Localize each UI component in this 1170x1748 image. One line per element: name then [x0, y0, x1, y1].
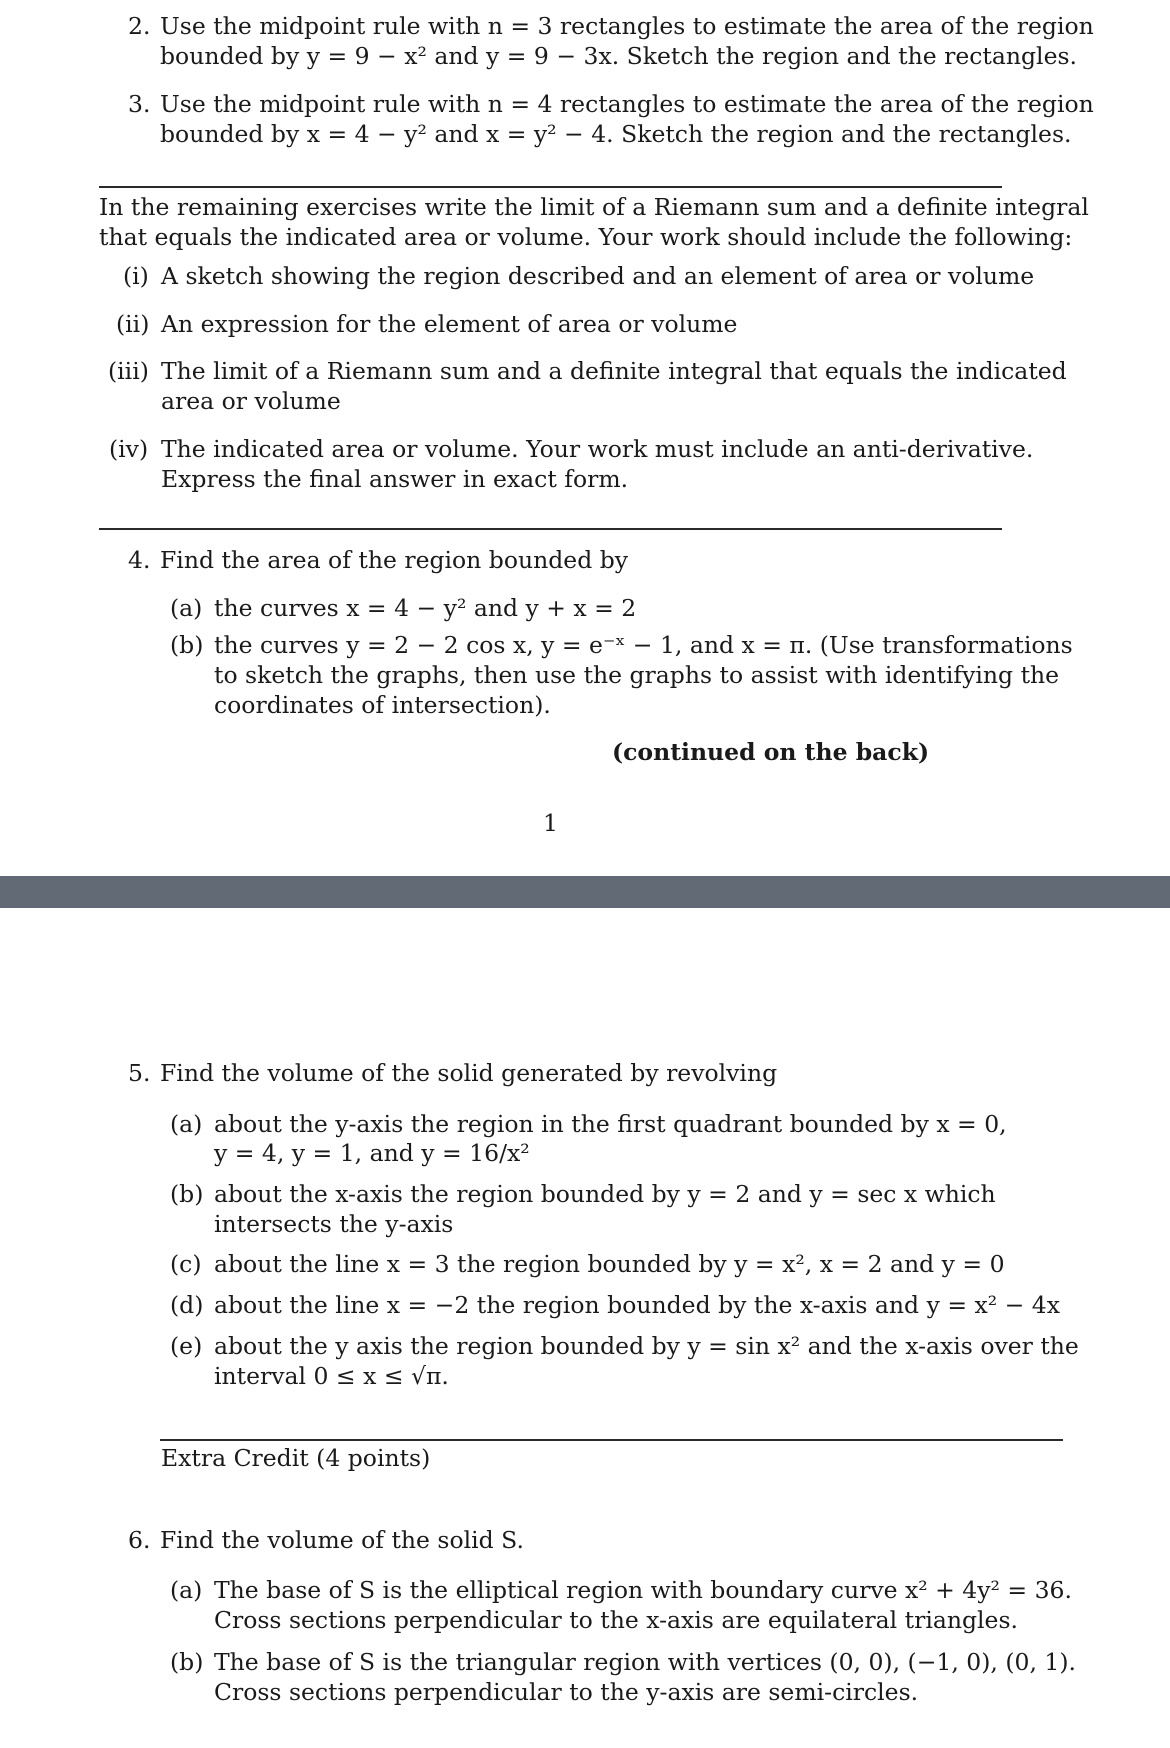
part-label: (e)	[170, 1332, 203, 1360]
part-label: (c)	[170, 1250, 202, 1278]
item-line: area or volume	[161, 387, 341, 415]
problem-number: 5.	[128, 1059, 151, 1087]
page-separator	[0, 876, 1170, 908]
part-label: (b)	[170, 1180, 204, 1208]
part-label: (a)	[170, 1576, 203, 1604]
item-line: The limit of a Riemann sum and a definite integral that equals the indicated	[161, 357, 1067, 385]
item-line: A sketch showing the region described and an element of area or volume	[161, 262, 1035, 290]
problem-number: 4.	[128, 546, 151, 574]
part-label: (a)	[170, 594, 203, 622]
item-line: The indicated area or volume. Your work must include an anti-derivative.	[161, 435, 1034, 463]
part-line: Cross sections perpendicular to the x-axis are equilateral triangles.	[214, 1606, 1018, 1634]
problem-number: 6.	[128, 1526, 151, 1554]
page-number: 1	[543, 809, 558, 837]
divider-rule	[160, 1439, 1063, 1441]
part-label: (a)	[170, 1110, 203, 1138]
part-label: (b)	[170, 631, 204, 659]
problem-number: 2.	[128, 12, 151, 40]
problem-stem: Find the volume of the solid S.	[160, 1526, 524, 1554]
part-line: about the x-axis the region bounded by y = 2 and y = sec x which	[214, 1180, 996, 1208]
part-line: to sketch the graphs, then use the graphs to assist with identifying the	[214, 661, 1060, 689]
part-line: Cross sections perpendicular to the y-axis are semi-circles.	[214, 1678, 919, 1706]
instructions-line: that equals the indicated area or volume. Your work should include the following:	[99, 223, 1073, 251]
problem-number: 3.	[128, 90, 151, 118]
part-line: interval 0 ≤ x ≤ √π.	[214, 1362, 449, 1390]
part-line: the curves x = 4 − y² and y + x = 2	[214, 594, 637, 622]
problem-line: Use the midpoint rule with n = 4 rectangles to estimate the area of the region	[160, 90, 1094, 118]
part-line: y = 4, y = 1, and y = 16/x²	[214, 1139, 530, 1167]
part-line: the curves y = 2 − 2 cos x, y = e⁻ˣ − 1, and x = π. (Use transformations	[214, 631, 1073, 659]
divider-rule	[99, 186, 1002, 188]
part-label: (b)	[170, 1648, 204, 1676]
problem-line: bounded by x = 4 − y² and x = y² − 4. Sketch the region and the rectangles.	[160, 120, 1072, 148]
item-label: (ii)	[116, 310, 150, 338]
part-line: The base of S is the triangular region with vertices (0, 0), (−1, 0), (0, 1).	[214, 1648, 1076, 1676]
item-label: (iii)	[108, 357, 149, 385]
part-line: about the y-axis the region in the first quadrant bounded by x = 0,	[214, 1110, 1007, 1138]
problem-stem: Find the volume of the solid generated by revolving	[160, 1059, 778, 1087]
part-line: coordinates of intersection).	[214, 691, 551, 719]
extra-credit-heading: Extra Credit (4 points)	[161, 1444, 431, 1472]
instructions-line: In the remaining exercises write the limit of a Riemann sum and a definite integral	[99, 193, 1089, 221]
continued-note: (continued on the back)	[612, 738, 930, 766]
item-line: Express the final answer in exact form.	[161, 465, 629, 493]
problem-stem: Find the area of the region bounded by	[160, 546, 629, 574]
part-line: about the line x = −2 the region bounded by the x-axis and y = x² − 4x	[214, 1291, 1060, 1319]
item-label: (i)	[123, 262, 149, 290]
part-line: about the line x = 3 the region bounded by y = x², x = 2 and y = 0	[214, 1250, 1005, 1278]
item-label: (iv)	[109, 435, 149, 463]
part-label: (d)	[170, 1291, 204, 1319]
item-line: An expression for the element of area or volume	[161, 310, 738, 338]
part-line: intersects the y-axis	[214, 1210, 454, 1238]
divider-rule	[99, 528, 1002, 530]
part-line: The base of S is the elliptical region with boundary curve x² + 4y² = 36.	[214, 1576, 1072, 1604]
problem-line: bounded by y = 9 − x² and y = 9 − 3x. Sketch the region and the rectangles.	[160, 42, 1078, 70]
part-line: about the y axis the region bounded by y = sin x² and the x-axis over the	[214, 1332, 1079, 1360]
problem-line: Use the midpoint rule with n = 3 rectangles to estimate the area of the region	[160, 12, 1094, 40]
